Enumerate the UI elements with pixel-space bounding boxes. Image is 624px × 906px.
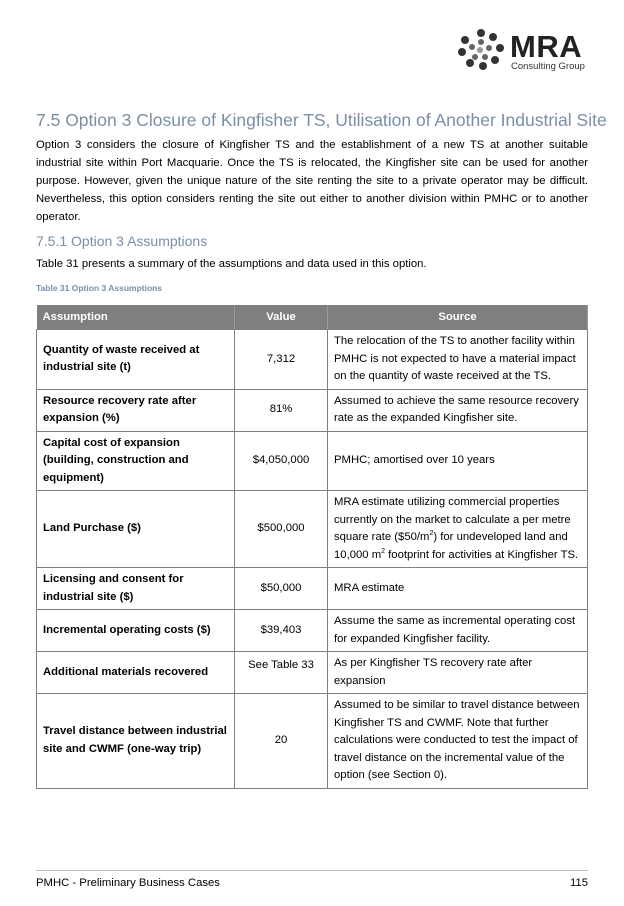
value-cell: $4,050,000 xyxy=(235,431,328,491)
value-cell: 7,312 xyxy=(235,330,328,390)
assumption-cell: Land Purchase ($) xyxy=(37,491,235,568)
header-value: Value xyxy=(235,305,328,330)
source-cell: Assumed to be similar to travel distance between Kingfisher TS and CWMF. Note that further calculations were conducted to test the impact of travel distance on the incremental value of the option (see Section 0). xyxy=(328,694,588,789)
source-cell: Assumed to achieve the same resource recovery rate as the expanded Kingfisher site. xyxy=(328,389,588,431)
footer-title: PMHC - Preliminary Business Cases xyxy=(36,877,220,889)
source-text: MRA estimate utilizing commercial properties currently on the market to calculate a per metre square rate ($50/m xyxy=(334,496,571,543)
assumption-cell: Quantity of waste received at industrial site (t) xyxy=(37,330,235,390)
source-cell: As per Kingfisher TS recovery rate after expansion xyxy=(328,652,588,694)
section-heading: 7.5 Option 3 Closure of Kingfisher TS, Utilisation of Another Industrial Site xyxy=(36,110,607,130)
table-row xyxy=(37,491,588,568)
assumption-cell: Travel distance between industrial site and CWMF (one-way trip) xyxy=(37,694,235,789)
source-text: ) for undeveloped land and 10,000 m xyxy=(334,531,568,561)
assumption-cell: Incremental operating costs ($) xyxy=(37,610,235,652)
footer-divider xyxy=(36,870,588,871)
table-row xyxy=(37,652,588,694)
source-text: footprint for activities at Kingfisher TS. xyxy=(385,548,579,561)
table-row xyxy=(37,389,588,431)
value-cell: $500,000 xyxy=(235,491,328,568)
source-cell xyxy=(328,491,588,568)
value-cell: 20 xyxy=(235,694,328,789)
source-cell: The relocation of the TS to another facility within PMHC is not expected to have a material impact on the quantity of waste received at the TS. xyxy=(328,330,588,390)
table-row xyxy=(37,610,588,652)
assumption-cell: Resource recovery rate after expansion (%) xyxy=(37,389,235,431)
logo-mark-icon xyxy=(455,26,507,72)
value-cell: See Table 33 xyxy=(235,652,328,694)
table-row xyxy=(37,431,588,491)
header-assumption: Assumption xyxy=(37,305,235,330)
assumption-cell: Licensing and consent for industrial site ($) xyxy=(37,568,235,610)
table-header-row xyxy=(37,305,588,330)
table-row xyxy=(37,694,588,789)
assumptions-table xyxy=(36,305,588,789)
section-paragraph: Option 3 considers the closure of Kingfisher TS and the establishment of a new TS at another suitable industrial site within Port Macquarie. Once the TS is relocated, the Kingfisher site can be used for another purpose. However, given the unique nature of the site renting the site to a private operator may be difficult. Nevertheless, this option considers renting the site out either to another division within PMHC or to another operator. xyxy=(36,139,588,223)
intro-text: Table 31 presents a summary of the assumptions and data used in this option. xyxy=(36,258,427,270)
header-source: Source xyxy=(328,305,588,330)
logo-brand: MRA xyxy=(510,29,583,64)
value-cell: $39,403 xyxy=(235,610,328,652)
source-cell: MRA estimate xyxy=(328,568,588,610)
table-row xyxy=(37,568,588,610)
mra-logo xyxy=(455,26,595,76)
logo-tagline: Consulting Group xyxy=(511,61,585,72)
superscript: 2 xyxy=(429,530,434,538)
assumption-cell: Capital cost of expansion (building, construction and equipment) xyxy=(37,431,235,491)
value-cell: $50,000 xyxy=(235,568,328,610)
assumption-cell: Additional materials recovered xyxy=(37,652,235,694)
table-row xyxy=(37,330,588,390)
value-cell: 81% xyxy=(235,389,328,431)
page-number: 115 xyxy=(569,877,588,889)
source-cell: Assume the same as incremental operating cost for expanded Kingfisher facility. xyxy=(328,610,588,652)
subsection-heading: 7.5.1 Option 3 Assumptions xyxy=(36,233,208,249)
table-caption: Table 31 Option 3 Assumptions xyxy=(36,283,163,293)
superscript: 2 xyxy=(381,547,386,555)
source-cell: PMHC; amortised over 10 years xyxy=(328,431,588,491)
